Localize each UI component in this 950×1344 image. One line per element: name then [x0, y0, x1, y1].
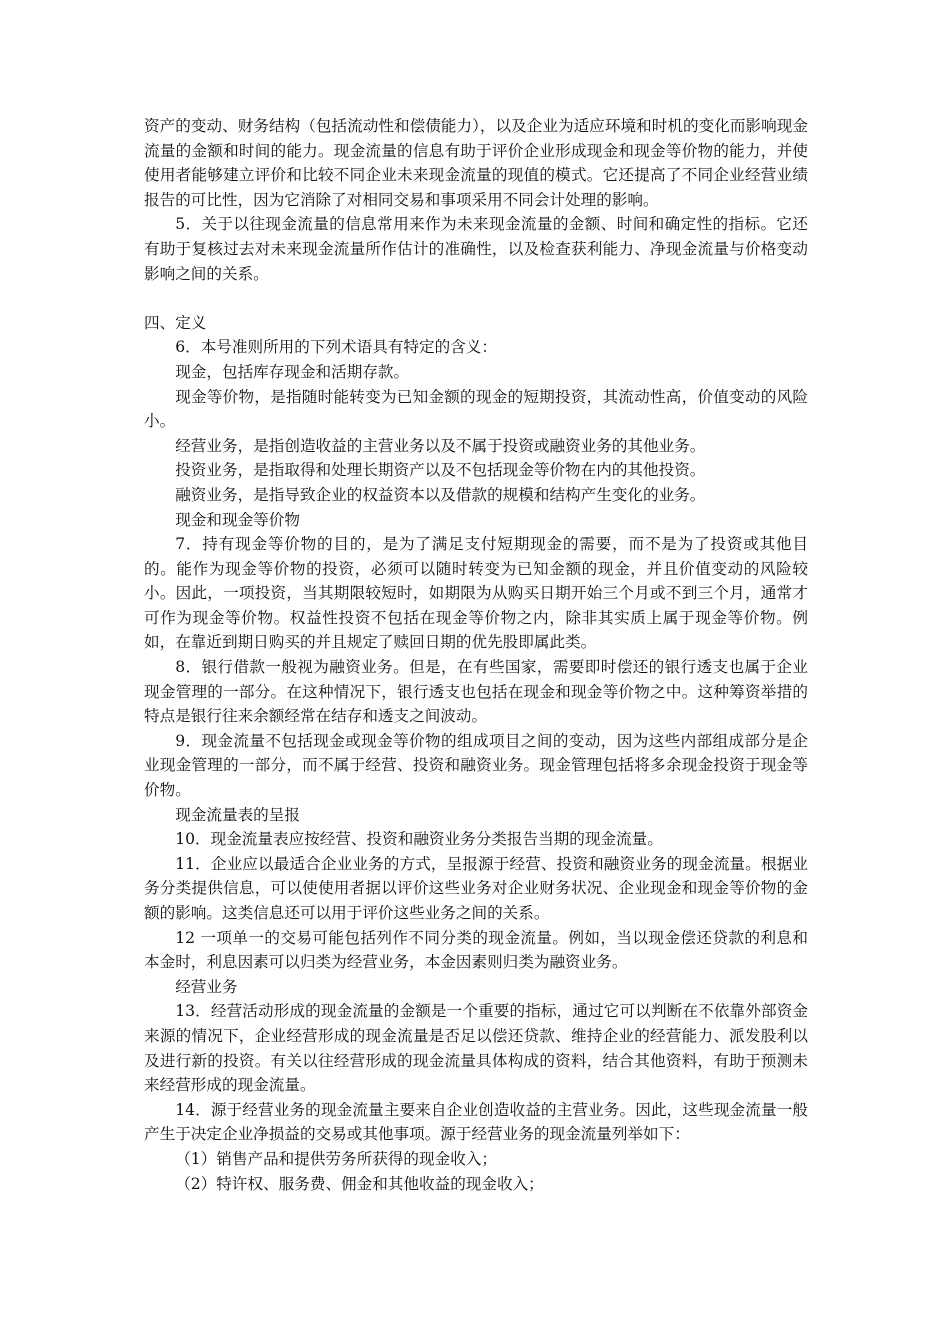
definition-cash: 现金，包括库存现金和活期存款。 [175, 362, 410, 381]
section-heading-definitions: 四、定义 [144, 313, 207, 332]
subheading-operating-activities: 经营业务 [175, 977, 238, 996]
paragraph-11: 11．企业应以最适合企业业务的方式，呈报源于经营、投资和融资业务的现金流量。根据业务分类提供信息，可以使使用者据以评价这些业务对企业财务状况、企业现金和现金等价物的金额的影响。这类信息还可以用于评价这些业务之间的关系。 [144, 854, 808, 922]
paragraph-10: 10．现金流量表应按经营、投资和融资业务分类报告当期的现金流量。 [175, 830, 663, 849]
definition-cash-equivalents: 现金等价物，是指随时能转变为已知金额的现金的短期投资，其流动性高，价值变动的风险小。 [144, 387, 808, 431]
paragraph-intro-continued: 资产的变动、财务结构（包括流动性和偿债能力），以及企业为适应环境和时机的变化而影响现金流量的金额和时间的能力。现金流量的信息有助于评价企业形成现金和现金等价物的能力，并使使用者能够建立评价和比较不同企业未来现金流量的现值的模式。它还提高了不同企业经营业绩报告的可比性，因为它消除了对相同交易和事项采用不同会计处理的影响。 [144, 117, 808, 209]
paragraph-12: 12 一项单一的交易可能包括列作不同分类的现金流量。例如，当以现金偿还贷款的利息和本金时，利息因素可以归类为经营业务，本金因素则归类为融资业务。 [144, 928, 808, 972]
paragraph-13: 13．经营活动形成的现金流量的金额是一个重要的指标，通过它可以判断在不依靠外部资金来源的情况下，企业经营形成的现金流量是否足以偿还贷款、维持企业的经营能力、派发股利以及进行新的投资。有关以往经营形成的现金流量具体构成的资料，结合其他资料，有助于预测未来经营形成的现金流量。 [144, 1002, 808, 1095]
paragraph-9: 9．现金流量不包括现金或现金等价物的组成项目之间的变动，因为这些内部组成部分是企业现金管理的一部分，而不属于经营、投资和融资业务。现金管理包括将多余现金投资于现金等价物。 [144, 731, 808, 800]
list-item-2: （2）特许权、服务费、佣金和其他收益的现金收入； [175, 1174, 544, 1193]
paragraph-8: 8．银行借款一般视为融资业务。但是，在有些国家，需要即时偿还的银行透支也属于企业现金管理的一部分。在这种情况下，银行透支也包括在现金和现金等价物之中。这种筹资举措的特点是银行往来余额经常在结存和透支之间波动。 [144, 658, 808, 726]
paragraph-7: 7．持有现金等价物的目的，是为了满足支付短期现金的需要，而不是为了投资或其他目的。能作为现金等价物的投资，必须可以随时转变为已知金额的现金，并且价值变动的风险较小。因此，一项投资，当其期限较短时，如期限为从购买日期开始三个月或不到三个月，通常才可作为现金等价物。权益性投资不包括在现金等价物之内，除非其实质上属于现金等价物。例如，在靠近到期日购买的并且规定了赎回日期的优先股即属此类。 [144, 535, 808, 652]
paragraph-14: 14．源于经营业务的现金流量主要来自企业创造收益的主营业务。因此，这些现金流量一般产生于决定企业净损益的交易或其他事项。源于经营业务的现金流量列举如下： [144, 1100, 808, 1144]
paragraph-6: 6．本号准则所用的下列术语具有特定的含义： [175, 338, 497, 357]
subheading-presentation: 现金流量表的呈报 [175, 805, 300, 824]
list-item-1: （1）销售产品和提供劳务所获得的现金收入； [175, 1149, 497, 1168]
definition-financing-activities: 融资业务，是指导致企业的权益资本以及借款的规模和结构产生变化的业务。 [175, 485, 706, 504]
blank-line [144, 286, 808, 311]
document-page [144, 114, 808, 1196]
subheading-cash-and-equivalents: 现金和现金等价物 [175, 510, 300, 529]
definition-operating-activities: 经营业务，是指创造收益的主营业务以及不属于投资或融资业务的其他业务。 [175, 436, 706, 455]
definition-investing-activities: 投资业务，是指取得和处理长期资产以及不包括现金等价物在内的其他投资。 [175, 461, 706, 480]
paragraph-5: 5．关于以往现金流量的信息常用来作为未来现金流量的金额、时间和确定性的指标。它还有助于复核过去对未来现金流量所作估计的准确性，以及检查获利能力、净现金流量与价格变动影响之间的关系。 [144, 215, 808, 283]
